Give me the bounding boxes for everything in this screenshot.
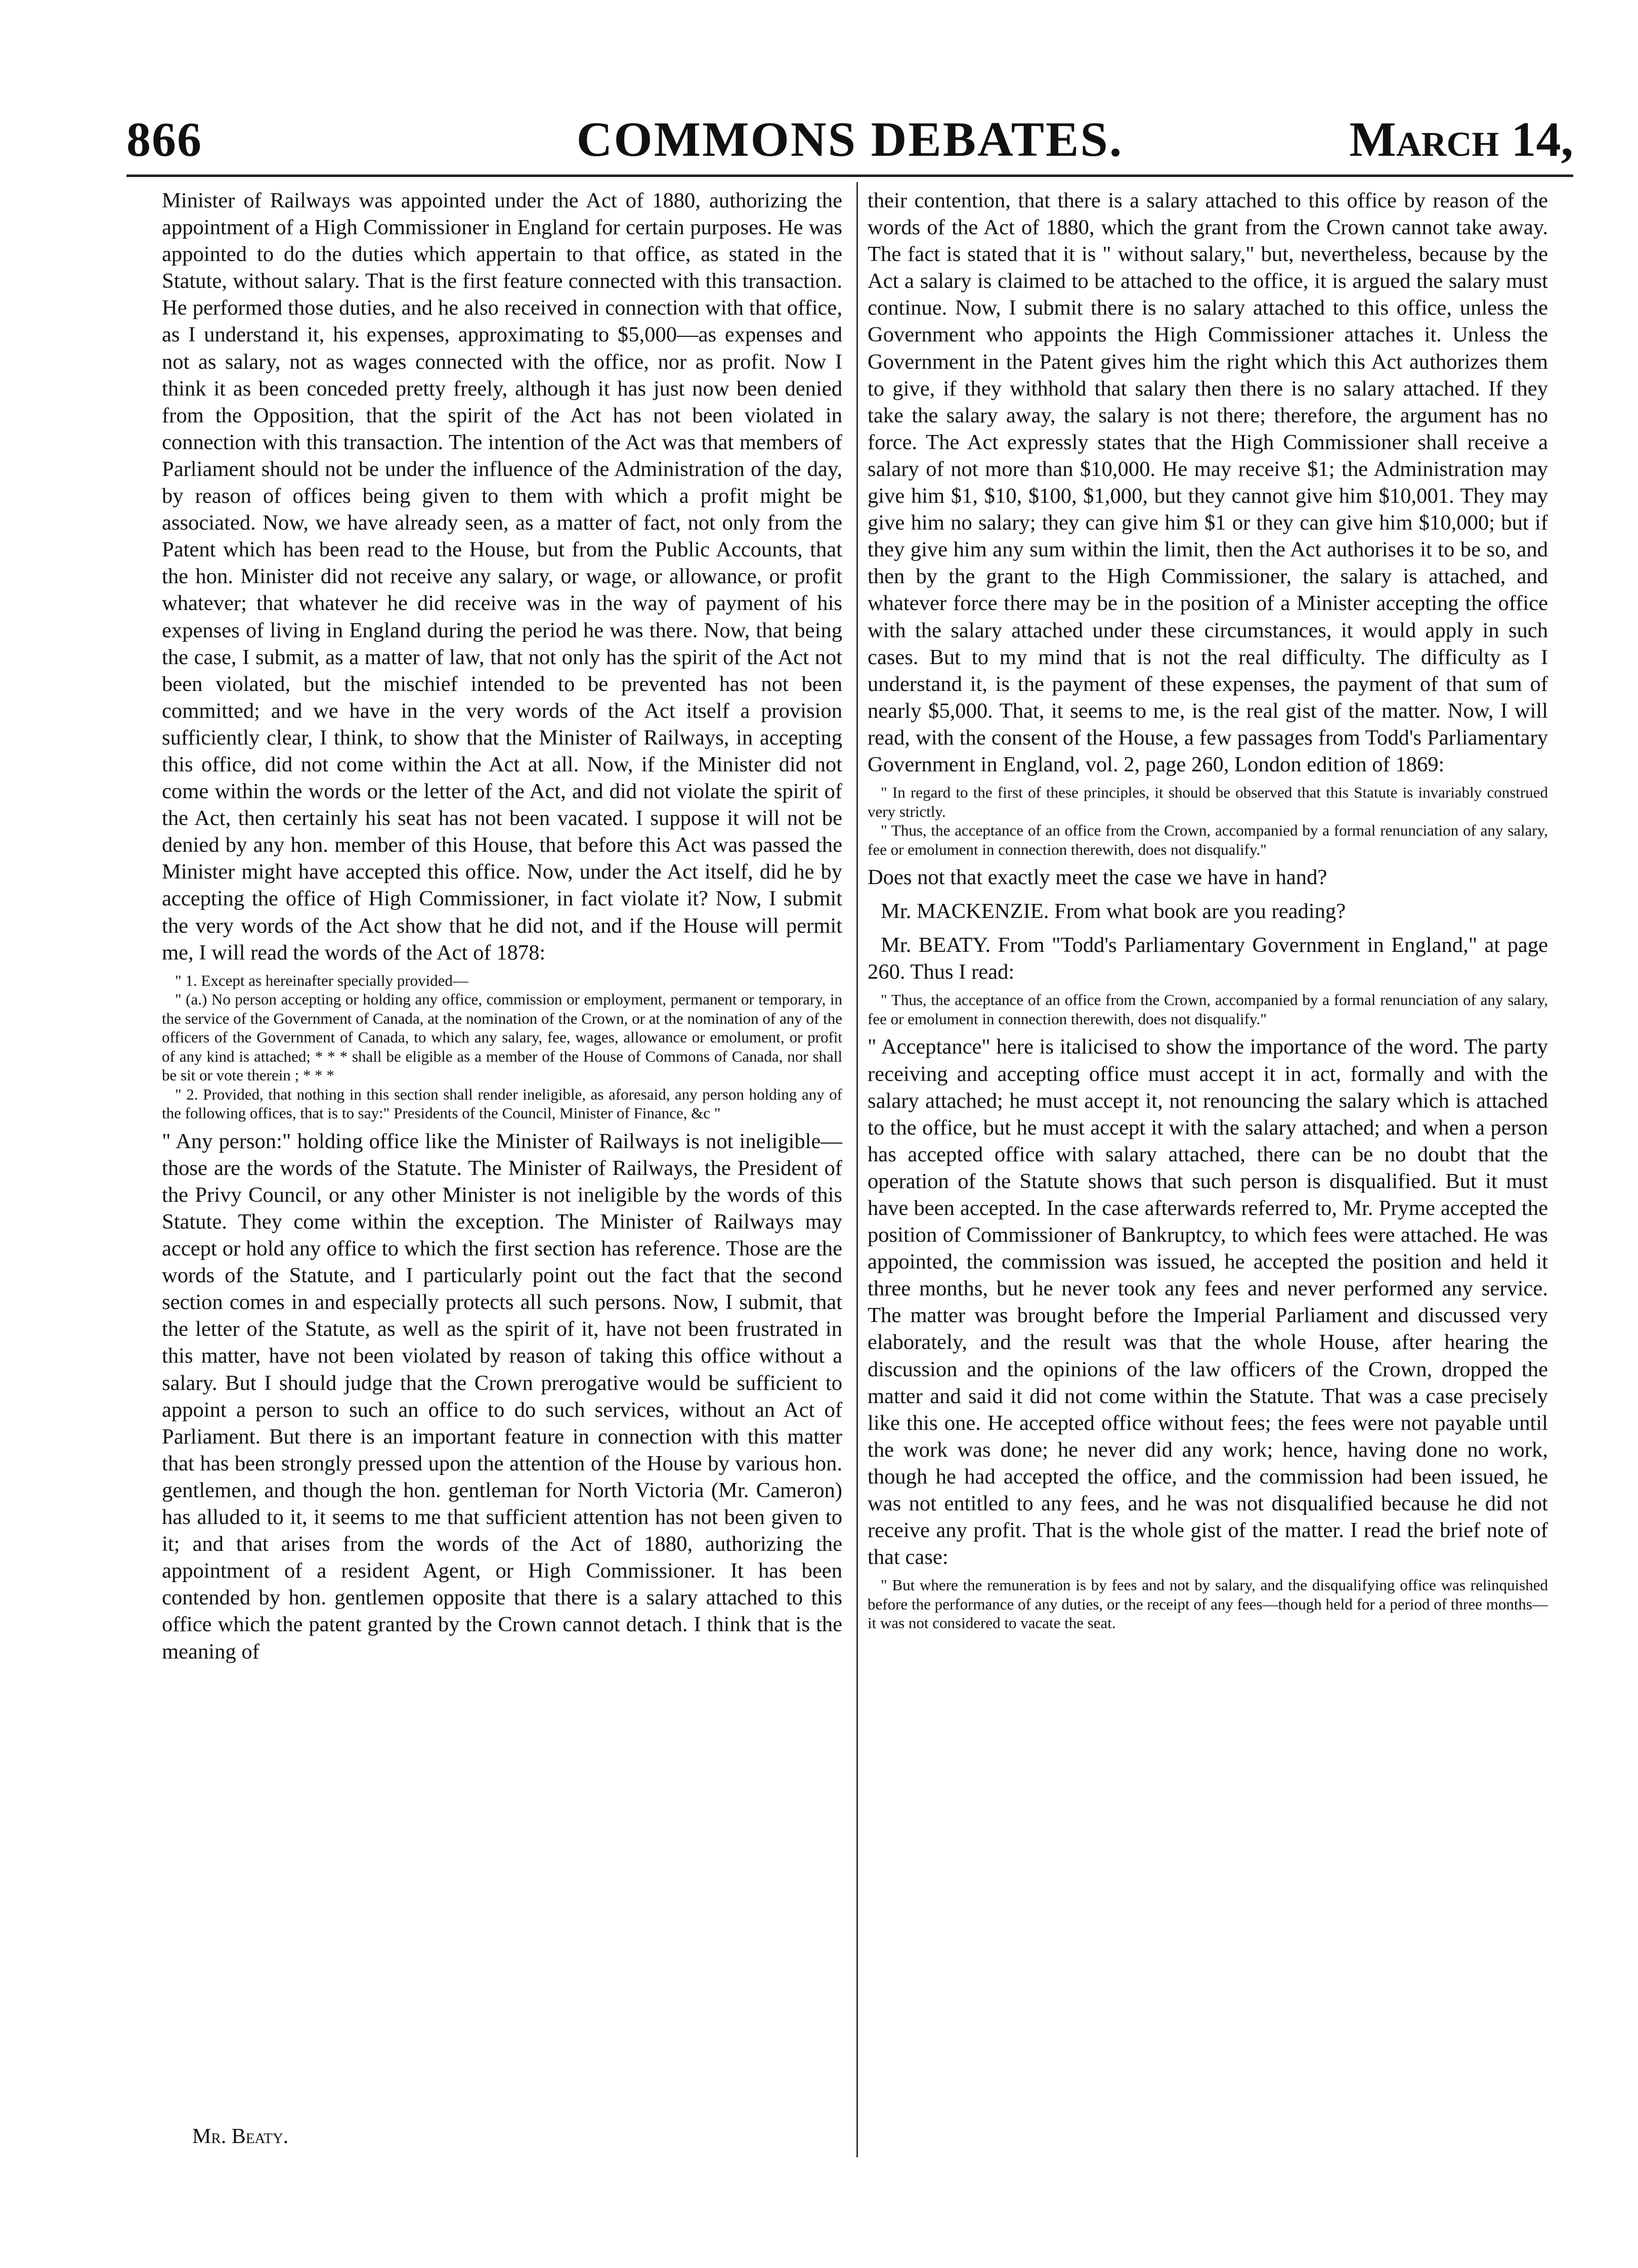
header-rule <box>126 175 1573 177</box>
right-paragraph-1: their contention, that there is a salary attached to this office by reason of the words of the Act of 1880, which the grant from the Crown cannot take away. The fact is stated that it is " without salary," but, nevertheless, because by the Act a salary is claimed to be attached to the office, it is argued the salary must continue. Now, I submit there is no salary attached to this office, unless the Government who appoints the High Commissioner attaches it. Unless the Government in the Patent gives him the right which this Act authorizes them to give, if they withhold that salary then there is no salary attached. If they take the salary away, the salary is not there; therefore, the argument has no force. The Act expressly states that the High Commissioner shall receive a salary of not more than $10,000. He may receive $1; the Administration may give him $1, $10, $100, $1,000, but they cannot give him $10,001. They may give him no salary; they can give him $1 or they can give him $10,000; but if they give him any sum within the limit, then the Act authorises it to be so, and then by the grant to the High Commissioner, the salary is attached, and whatever force there may be in the position of a Minister accepting the office with the salary attached under these circumstances, it would apply in such cases. But to my mind that is not the real difficulty. The difficulty as I understand it, is the payment of these expenses, the payment of that sum of nearly $5,000. That, it seems to me, is the real gist of the matter. Now, I will read, with the consent of the House, a few passages from Todd's Parliamentary Government in England, vol. 2, page 260, London edition of 1869: <box>868 189 1548 776</box>
page-number: 866 <box>126 112 202 166</box>
left-statute-quote-2: " (a.) No person accepting or holding any office, commission or employment, permanent or temporary, in the service of the Government of Canada, at the nomination of the Crown, or at the nomination of any of the officers of the Government of Canada, to which any salary, fee, wages, allowance or emolument, or profit of any kind is attached; * * * shall be eligible as a member of the House of Commons of Canada, nor shall be sit or vote therein ; * * * <box>162 990 842 1084</box>
right-beaty-answer: Mr. BEATY. From "Todd's Parliamentary Government in England," at page 260. Thus I read: <box>868 933 1548 984</box>
right-column <box>868 187 1548 1633</box>
left-statute-quote-1: " 1. Except as hereinafter specially provided— <box>175 971 468 989</box>
right-todd-quote-1: " In regard to the first of these principles, it should be observed that this Statute is invariably construed very strictly. <box>868 783 1548 820</box>
page-date: March 14, <box>1349 112 1573 167</box>
right-paragraph-2: Does not that exactly meet the case we have in hand? <box>868 865 1327 890</box>
left-paragraph-1: Minister of Railways was appointed under the Act of 1880, authorizing the appointment of a High Commissioner in England for certain purposes. He was appointed to do the duties which appertain to that office, as stated in the Statute, without salary. That is the first feature connected with this transaction. He performed those duties, and he also received in connection with that office, as I understand it, his expenses, approximating to $5,000—as expenses and not as salary, not as wages connected with the office, nor as profit. Now I think it as been conceded pretty freely, although it has just now been denied from the Opposition, that the spirit of the Act has not been violated in connection with this transaction. The intention of the Act was that members of Parliament should not be under the influence of the Administration of the day, by reason of offices being given to them with which a profit might be associated. Now, we have already seen, as a matter of fact, not only from the Patent which has been read to the House, but from the Public Accounts, that the hon. Minister did not receive any salary, or wage, or allowance, or profit whatever; that whatever he did receive was in the way of payment of his expenses of living in England during the period he was there. Now, that being the case, I submit, as a matter of law, that not only has the spirit of the Act not been violated, but the mischief intended to be prevented has not been committed; and we have in the very words of the Act itself a provision sufficiently clear, I think, to show that the Minister of Railways, in accepting this office, did not come within the Act at all. Now, if the Minister did not come within the words or the letter of the Act, and did not violate the spirit of the Act, then certainly his seat has not been vacated. I suppose it will not be denied by any hon. member of this House, that before this Act was passed the Minister might have accepted this office. Now, under the Act itself, did he by accepting the office of High Commissioner, in fact violate it? Now, I submit the very words of the Act show that he did not, and if the House will permit me, I will read the words of the Act of 1878: <box>162 189 842 965</box>
page-title: COMMONS DEBATES. <box>576 112 1124 167</box>
right-todd-quote-2: " Thus, the acceptance of an office from the Crown, accompanied by a formal renunciation of any salary, fee or emolument in connection therewith, does not disqualify." <box>868 821 1548 858</box>
right-paragraph-3: " Acceptance" here is italicised to show the importance of the word. The party receiving and accepting office must accept it in act, formally and with the salary attached; he must accept it, not renouncing the salary which is attached to the office, but he must accept it with the salary attached; and when a person has accepted office with salary attached, there can be no doubt that the operation of the Statute shows that such person is disqualified. But it must have been accepted. In the case afterwards referred to, Mr. Pryme accepted the position of Commissioner of Bankruptcy, to which fees were attached. He was appointed, the commission was issued, he accepted the position and held it three months, but he never took any fees and never performed any service. The matter was brought before the Imperial Parliament and discussed very elaborately, and the result was that the whole House, after hearing the discussion and the opinions of the law officers of the Crown, dropped the matter and said it did not come within the Statute. That was a case precisely like this one. He accepted office without fees; the fees were not payable until the work was done; he never did any work; hence, having done no work, though he had accepted the office, and the commission had been issued, he was not entitled to any fees, and he was not disqualified because he did not receive any profit. That is the whole gist of the matter. I read the brief note of that case: <box>868 1035 1548 1569</box>
right-todd-quote-3: " Thus, the acceptance of an office from the Crown, accompanied by a formal renunciation of any salary, fee or emolument in connection therewith, does not disqualify." <box>868 991 1548 1028</box>
left-paragraph-2: " Any person:" holding office like the Minister of Railways is not ineligible—those are the words of the Statute. The Minister of Railways, the President of the Privy Council, or any other Minister is not ineligible by the words of this Statute. They come within the exception. The Minister of Railways may accept or hold any office to which the first section has reference. Those are the words of the Statute, and I particularly point out the fact that the second section comes in and especially protects all such persons. Now, I submit, that the letter of the Statute, as well as the spirit of it, have not been frustrated in this matter, have not been violated by reason of taking this office without a salary. But I should judge that the Crown prerogative would be sufficient to appoint a person to such an office to do such services, without an Act of Parliament. But there is an important feature in connection with this matter that has been strongly pressed upon the attention of the House by various hon. gentlemen, and though the hon. gentleman for North Victoria (Mr. Cameron) has alluded to it, it seems to me that sufficient attention has not been given to it; and that arises from the words of the Act of 1880, authorizing the appointment of a resident Agent, or High Commissioner. It has been contended by hon. gentlemen opposite that there is a salary attached to this office which the patent granted by the Crown cannot detach. I think that is the meaning of <box>162 1129 842 1664</box>
left-statute-quote-3: " 2. Provided, that nothing in this section shall render ineligible, as aforesaid, any person holding any of the following offices, that is to say:" Presidents of the Council, Minister of Finance, &c " <box>162 1085 842 1122</box>
column-divider <box>856 182 858 2157</box>
speaker-signature: Mr. Beaty. <box>192 2125 289 2148</box>
right-mackenzie-question: Mr. MACKENZIE. From what book are you reading? <box>881 899 1346 924</box>
left-column <box>162 187 842 1665</box>
page-header <box>126 106 1573 172</box>
right-todd-quote-4: " But where the remuneration is by fees and not by salary, and the disqualifying office was relinquished before the performance of any duties, or the receipt of any fees—though held for a period of three months—it was not considered to vacate the seat. <box>868 1576 1548 1632</box>
